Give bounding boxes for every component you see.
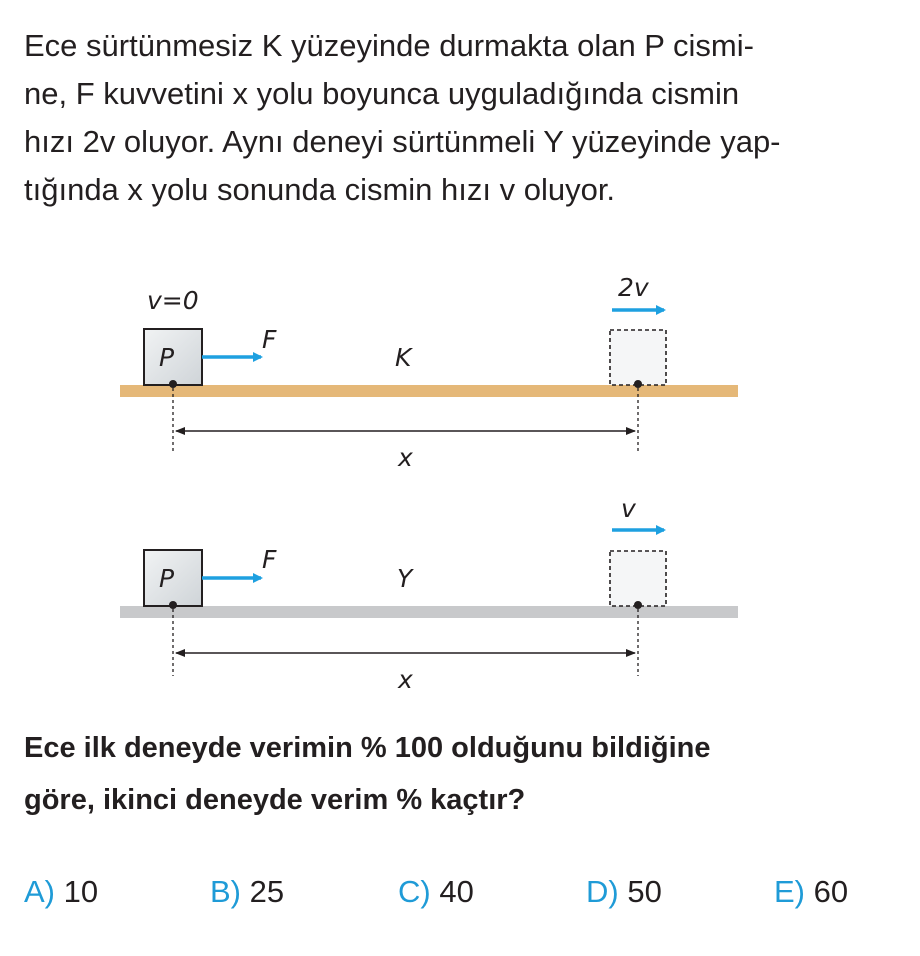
question-line: göre, ikinci deneyde verim % kaçtır?: [24, 784, 526, 816]
experiment-k: [120, 273, 738, 472]
option-value: 60: [813, 874, 849, 909]
option-letter: D): [586, 874, 619, 909]
option-d[interactable]: [586, 874, 662, 910]
start-point: [169, 601, 177, 609]
statement-line: ne, F kuvvetini x yolu boyunca uyguladığında cismin: [24, 76, 740, 111]
experiment-y: [120, 494, 738, 694]
end-point: [634, 601, 642, 609]
statement-line: tığında x yolu sonunda cismin hızı v oluyor.: [24, 172, 616, 207]
option-b[interactable]: [210, 874, 284, 910]
option-letter: E): [774, 874, 805, 909]
block-label: P: [159, 343, 175, 372]
block-label: P: [159, 564, 175, 593]
option-value: 25: [249, 874, 285, 909]
option-value: 40: [439, 874, 474, 909]
option-a[interactable]: [24, 874, 98, 910]
final-velocity-label: 2v: [618, 273, 649, 302]
start-point: [169, 380, 177, 388]
distance-label: x: [398, 665, 413, 694]
block-final-position: [610, 330, 666, 385]
surface-label: K: [395, 343, 412, 372]
force-label: F: [262, 545, 277, 574]
final-velocity-label: v: [621, 494, 636, 523]
option-c[interactable]: [398, 874, 474, 910]
statement-line: Ece sürtünmesiz K yüzeyinde durmakta olan P cismi-: [24, 28, 754, 63]
block-final-position: [610, 551, 666, 606]
surface-k: [120, 385, 738, 397]
end-point: [634, 380, 642, 388]
option-letter: B): [210, 874, 241, 909]
surface-label: Y: [397, 564, 413, 593]
option-letter: A): [24, 874, 55, 909]
option-value: 10: [63, 874, 99, 909]
initial-velocity-label: v=0: [147, 286, 199, 315]
question-text: [24, 722, 904, 826]
answer-options: [0, 874, 920, 922]
option-letter: C): [398, 874, 431, 909]
force-label: F: [262, 325, 277, 354]
statement-line: hızı 2v oluyor. Aynı deneyi sürtünmeli Y yüzeyinde yap-: [24, 124, 781, 159]
option-e[interactable]: [774, 874, 848, 910]
option-value: 50: [627, 874, 662, 909]
surface-y: [120, 606, 738, 618]
question-line: Ece ilk deneyde verimin % 100 olduğunu bildiğine: [24, 732, 711, 764]
distance-label: x: [398, 443, 413, 472]
